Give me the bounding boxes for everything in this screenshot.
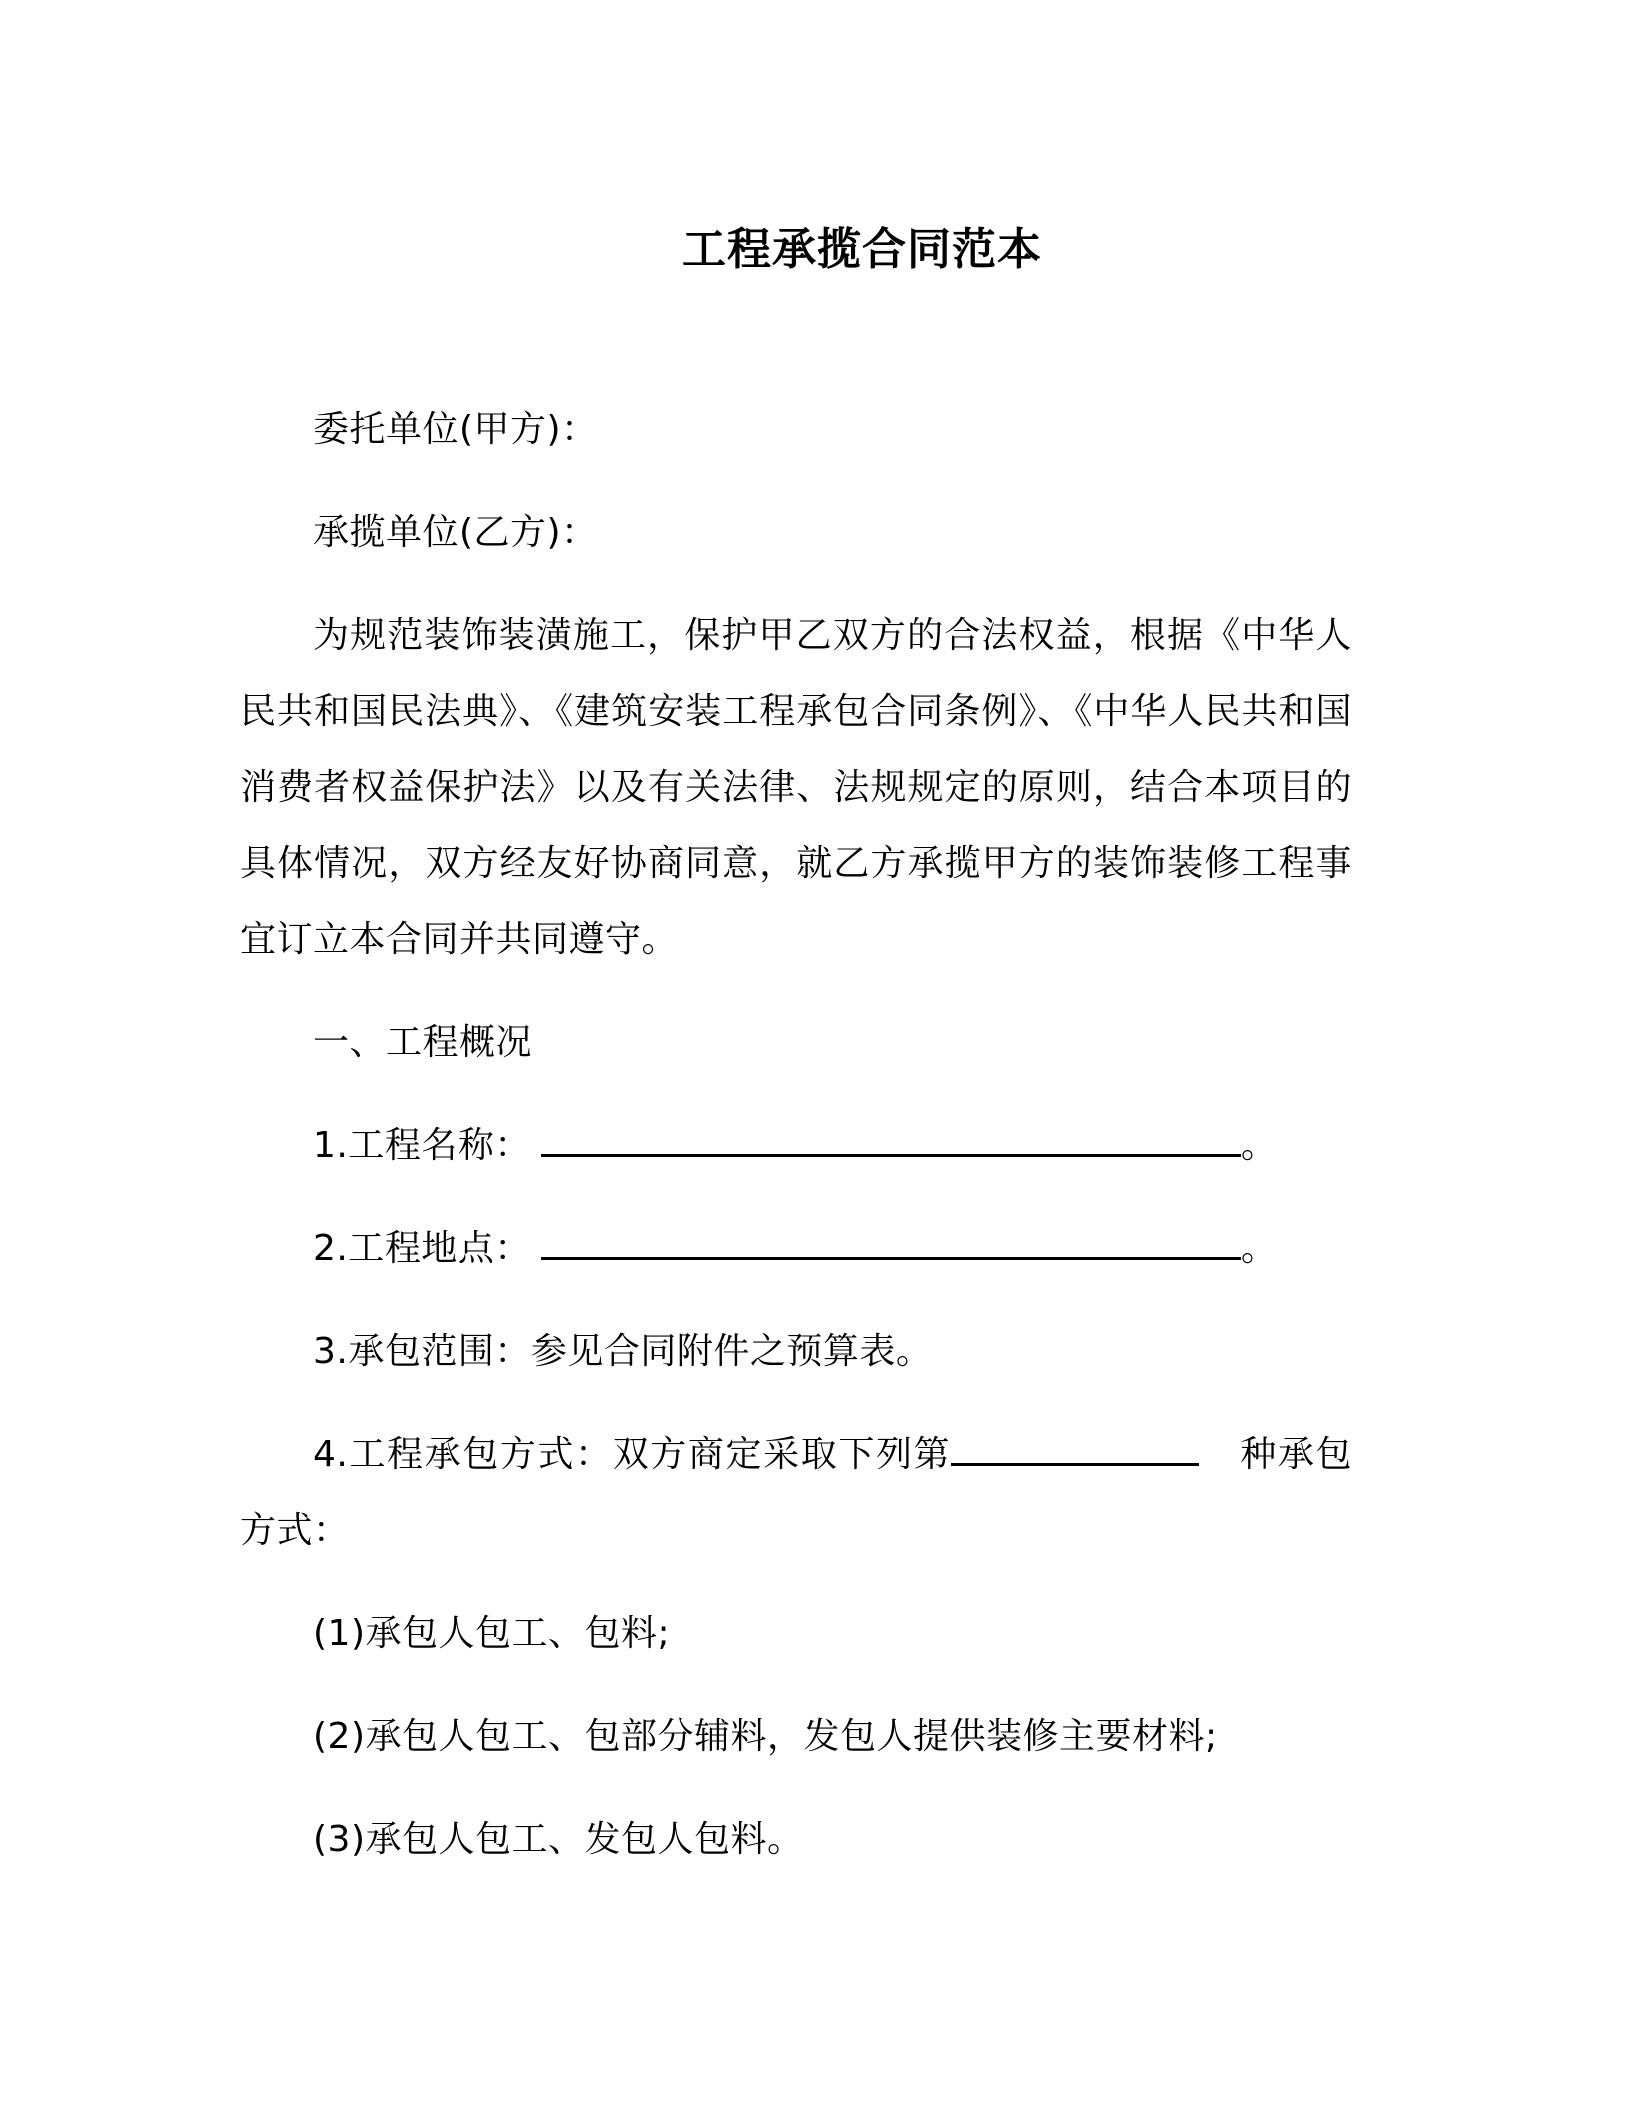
- project-name-field: [240, 1108, 1352, 1184]
- section-heading-project-overview: 一、工程概况: [313, 1022, 533, 1063]
- project-location-field: [240, 1211, 1352, 1287]
- document-body: [240, 392, 1352, 1905]
- contract-option-1: (1)承包人包工、包料;: [313, 1613, 671, 1654]
- preamble-paragraph: 为规范装饰装潢施工，保护甲乙双方的合法权益，根据《中华人民共和国民法典》、《建筑安装工程承包合同条例》、《中华人民共和国消费者权益保护法》以及有关法律、法规规定的原则，结合本项目的具体情况，双方经友好协商同意，就乙方承揽甲方的装饰装修工程事宜订立本合同并共同遵守。: [240, 615, 1352, 960]
- contract-method-blank[interactable]: [951, 1433, 1199, 1466]
- party-b-label: 承揽单位(乙方)：: [313, 512, 598, 553]
- document-title: 工程承揽合同范本: [682, 224, 1042, 275]
- contract-scope-item: 3.承包范围：参见合同附件之预算表。: [313, 1331, 933, 1372]
- contract-method-field: [240, 1417, 1352, 1569]
- project-location-label: 2.工程地点：: [313, 1228, 531, 1269]
- contract-method-prefix: 4.工程承包方式：双方商定采取下列第: [313, 1434, 952, 1475]
- contract-option-2: (2)承包人包工、包部分辅料，发包人提供装修主要材料;: [313, 1716, 1218, 1757]
- project-name-label: 1.工程名称：: [313, 1125, 531, 1166]
- party-b-field: [240, 495, 1352, 571]
- party-a-field: [240, 392, 1352, 468]
- contract-method-suffix: 种承包方式：: [240, 1434, 1352, 1551]
- party-a-label: 委托单位(甲方)：: [313, 409, 598, 450]
- project-name-blank[interactable]: [541, 1124, 1241, 1157]
- project-location-end: 。: [1240, 1228, 1278, 1269]
- project-location-blank[interactable]: [541, 1227, 1241, 1260]
- contract-option-3: (3)承包人包工、发包人包料。: [313, 1819, 804, 1860]
- project-name-end: 。: [1240, 1125, 1278, 1166]
